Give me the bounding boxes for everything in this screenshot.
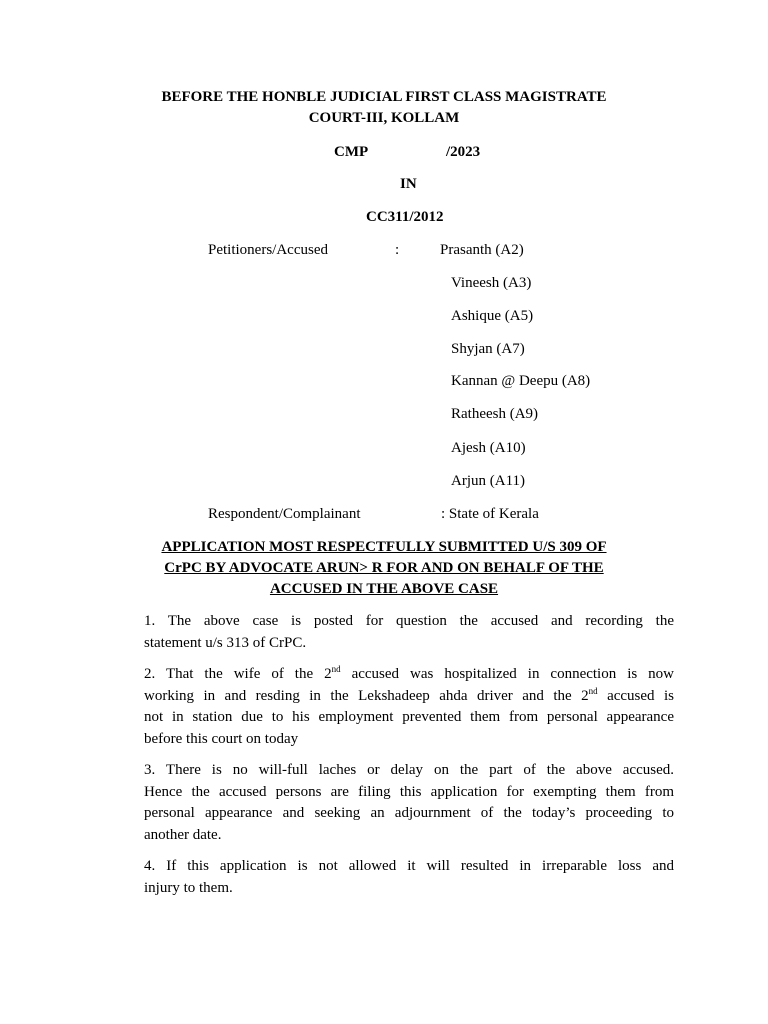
cmp-label: CMP (334, 144, 369, 160)
accused-entry: Ajesh (A10) (451, 440, 526, 456)
respondent-label: Respondent/Complainant (208, 506, 361, 522)
paragraph-line: 4. If this application is not allowed it will resulted in irreparable loss and (144, 858, 674, 874)
paragraph-line: another date. (144, 826, 222, 843)
paragraph-1 (144, 611, 674, 654)
application-title-line-2: CrPC BY ADVOCATE ARUN> R FOR AND ON BEHALF OF THE (164, 560, 604, 576)
accused-entry: Ashique (A5) (451, 308, 534, 324)
paragraph-line: before this court on today (144, 730, 299, 747)
petitioners-label: Petitioners/Accused (208, 242, 328, 258)
paragraph-line: 1. The above case is posted for question the accused and recording the (144, 613, 674, 629)
ordinal-suffix: nd (331, 664, 341, 674)
court-title-line-1: BEFORE THE HONBLE JUDICIAL FIRST CLASS MAGISTRATE (161, 89, 607, 105)
text-run: accused was hospitalized in connection is now (340, 666, 675, 682)
accused-entry: Shyjan (A7) (451, 341, 525, 357)
paragraph-2 (144, 664, 674, 750)
court-title (0, 87, 768, 129)
text-run: accused is (597, 687, 674, 704)
ordinal-suffix: nd (588, 685, 598, 696)
paragraph-line: Hence the accused persons are filing this application for exempting them from (144, 783, 674, 800)
paragraph-line: statement u/s 313 of CrPC. (144, 634, 307, 651)
accused-entry: Ratheesh (A9) (451, 406, 539, 422)
accused-entry: Vineesh (A3) (451, 275, 532, 291)
paragraph-line (144, 664, 674, 686)
text-run: 2. That the wife of the 2 (144, 666, 332, 682)
petitioners-colon: : (395, 242, 400, 258)
accused-entry: Prasanth (A2) (440, 242, 524, 258)
paragraph-line: 3. There is no will-full laches or delay on the part of the above accused. (144, 762, 674, 778)
paragraph-3 (144, 760, 674, 846)
application-title-line-3: ACCUSED IN THE ABOVE CASE (269, 581, 499, 597)
respondent-value: : State of Kerala (441, 506, 539, 522)
case-number: CC311/2012 (366, 209, 444, 225)
paragraph-line: personal appearance and seeking an adjournment of the today’s proceeding to (144, 805, 674, 821)
cmp-year: /2023 (446, 144, 481, 160)
text-run: working in and resding in the Lekshadeep ahda driver and the 2 (144, 687, 589, 704)
in-label: IN (400, 176, 417, 192)
paragraph-4 (144, 856, 674, 899)
application-title (0, 537, 768, 600)
accused-entry: Arjun (A11) (451, 473, 526, 489)
accused-entry: Kannan @ Deepu (A8) (451, 373, 591, 389)
application-title-line-1: APPLICATION MOST RESPECTFULLY SUBMITTED U/S 309 OF (161, 539, 607, 555)
paragraph-line (144, 686, 674, 708)
paragraph-line: injury to them. (144, 879, 233, 896)
court-title-line-2: COURT-III, KOLLAM (308, 110, 460, 126)
paragraph-line: not in station due to his employment prevented them from personal appearance (144, 709, 674, 725)
